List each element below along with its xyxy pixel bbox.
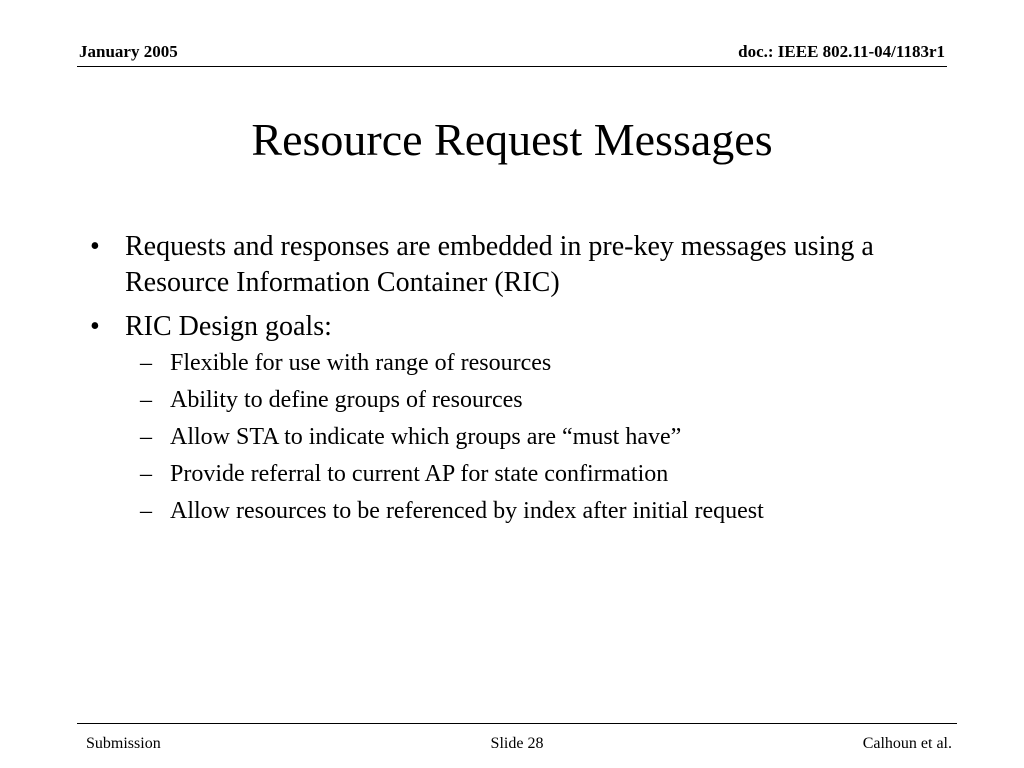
sub-bullet-text: Flexible for use with range of resources — [170, 350, 552, 376]
bullet-list — [90, 229, 950, 534]
dash-marker: – — [140, 350, 152, 376]
header-document-id: doc.: IEEE 802.11-04/1183r1 — [738, 42, 945, 61]
dash-marker: – — [140, 424, 152, 450]
bullet-item-design-goals — [90, 309, 950, 526]
footer-submission: Submission — [86, 735, 161, 752]
sub-bullet-item — [125, 386, 950, 415]
dash-marker: – — [140, 461, 152, 487]
sub-bullet-text: Allow resources to be referenced by index after initial request — [170, 498, 764, 524]
sub-bullet-text: Allow STA to indicate which groups are “must have” — [170, 424, 682, 450]
bullet-item-ric-embedding — [90, 229, 950, 301]
sub-bullet-text: Provide referral to current AP for state confirmation — [170, 461, 669, 487]
dash-marker: – — [140, 498, 152, 524]
bullet-text: RIC Design goals: — [125, 311, 332, 342]
sub-bullet-item — [125, 497, 950, 526]
bullet-marker: • — [90, 231, 100, 262]
bullet-text: Requests and responses are embedded in pre-key messages using a Resource Information Container (RIC) — [125, 231, 874, 298]
header-date: January 2005 — [79, 42, 178, 61]
header-rule — [77, 66, 947, 67]
dash-marker: – — [140, 387, 152, 413]
slide-title: Resource Request Messages — [251, 114, 773, 165]
sub-bullet-list — [125, 349, 950, 526]
sub-bullet-item — [125, 423, 950, 452]
bullet-marker: • — [90, 311, 100, 342]
sub-bullet-item — [125, 460, 950, 489]
footer-slide-number: Slide 28 — [490, 735, 544, 752]
sub-bullet-text: Ability to define groups of resources — [170, 387, 523, 413]
footer-author: Calhoun et al. — [862, 735, 952, 752]
footer-rule — [77, 723, 957, 724]
sub-bullet-item — [125, 349, 950, 378]
